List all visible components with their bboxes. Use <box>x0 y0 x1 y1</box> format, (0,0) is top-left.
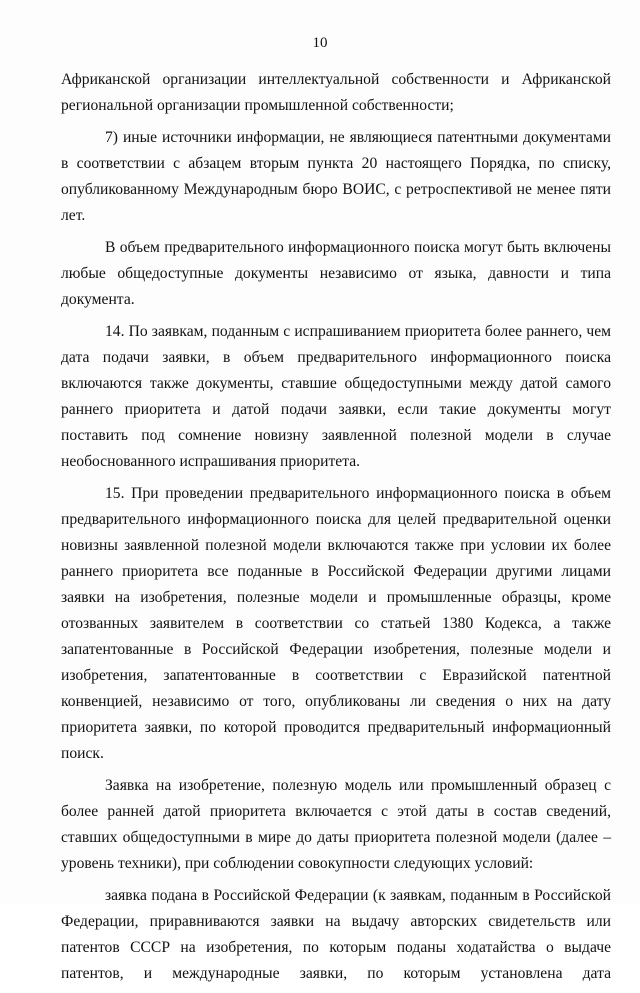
paragraph-condition: заявка подана в Российской Федерации (к заявкам, поданным в Российской Федерации, приравниваются заявки на выдачу авторских свидетельств или патентов СССР на изобретения, по которым поданы ходатайства о выдаче патентов, и международные заявки, по которым установлена дата <box>61 887 611 982</box>
paragraph-item-7: 7) иные источники информации, не являющиеся патентными документами в соответствии с абзацем вторым пункта 20 настоящего Порядка, по списку, опубликованному Международным бюро ВОИС, с ретроспективой не менее пяти лет. <box>61 129 611 224</box>
paragraph-item-14: 14. По заявкам, поданным с испрашиванием приоритета более раннего, чем дата подачи заявки, в объем предварительного информационного поиска включаются также документы, ставшие общедоступными между датой самого раннего приоритета и датой подачи заявки, если такие документы могут поставить под сомнение новизну заявленной полезной модели в случае необоснованного испрашивания приоритета. <box>61 323 611 470</box>
document-body <box>61 67 611 993</box>
paragraph-prior-application: Заявка на изобретение, полезную модель или промышленный образец с более ранней датой приоритета включается с этой даты в состав сведений, ставших общедоступными в мире до даты приоритета полезной модели (далее – уровень техники), при соблюдении совокупности следующих условий: <box>61 777 611 872</box>
paragraph-search-scope: В объем предварительного информационного поиска могут быть включены любые общедоступные документы независимо от языка, давности и типа документа. <box>61 239 611 308</box>
paragraph-continuation: Африканской организации интеллектуальной собственности и Африканской региональной организации промышленной собственности; <box>61 71 611 114</box>
paragraph-item-15: 15. При проведении предварительного информационного поиска в объем предварительного информационного поиска для целей предварительной оценки новизны заявленной полезной модели включаются также при условии их более раннего приоритета все поданные в Российской Федерации другими лицами заявки на изобретения, полезные модели и промышленные образцы, кроме отозванных заявителем в соответствии со статьей 1380 Кодекса, а также запатентованные в Российской Федерации изобретения, полезные модели и изобретения, запатентованные в соответствии с Евразийской патентной конвенцией, независимо от того, опубликованы ли сведения о них на дату приоритета заявки, по которой проводится предварительный информационный поиск. <box>61 485 611 762</box>
page-number: 10 <box>312 35 328 51</box>
